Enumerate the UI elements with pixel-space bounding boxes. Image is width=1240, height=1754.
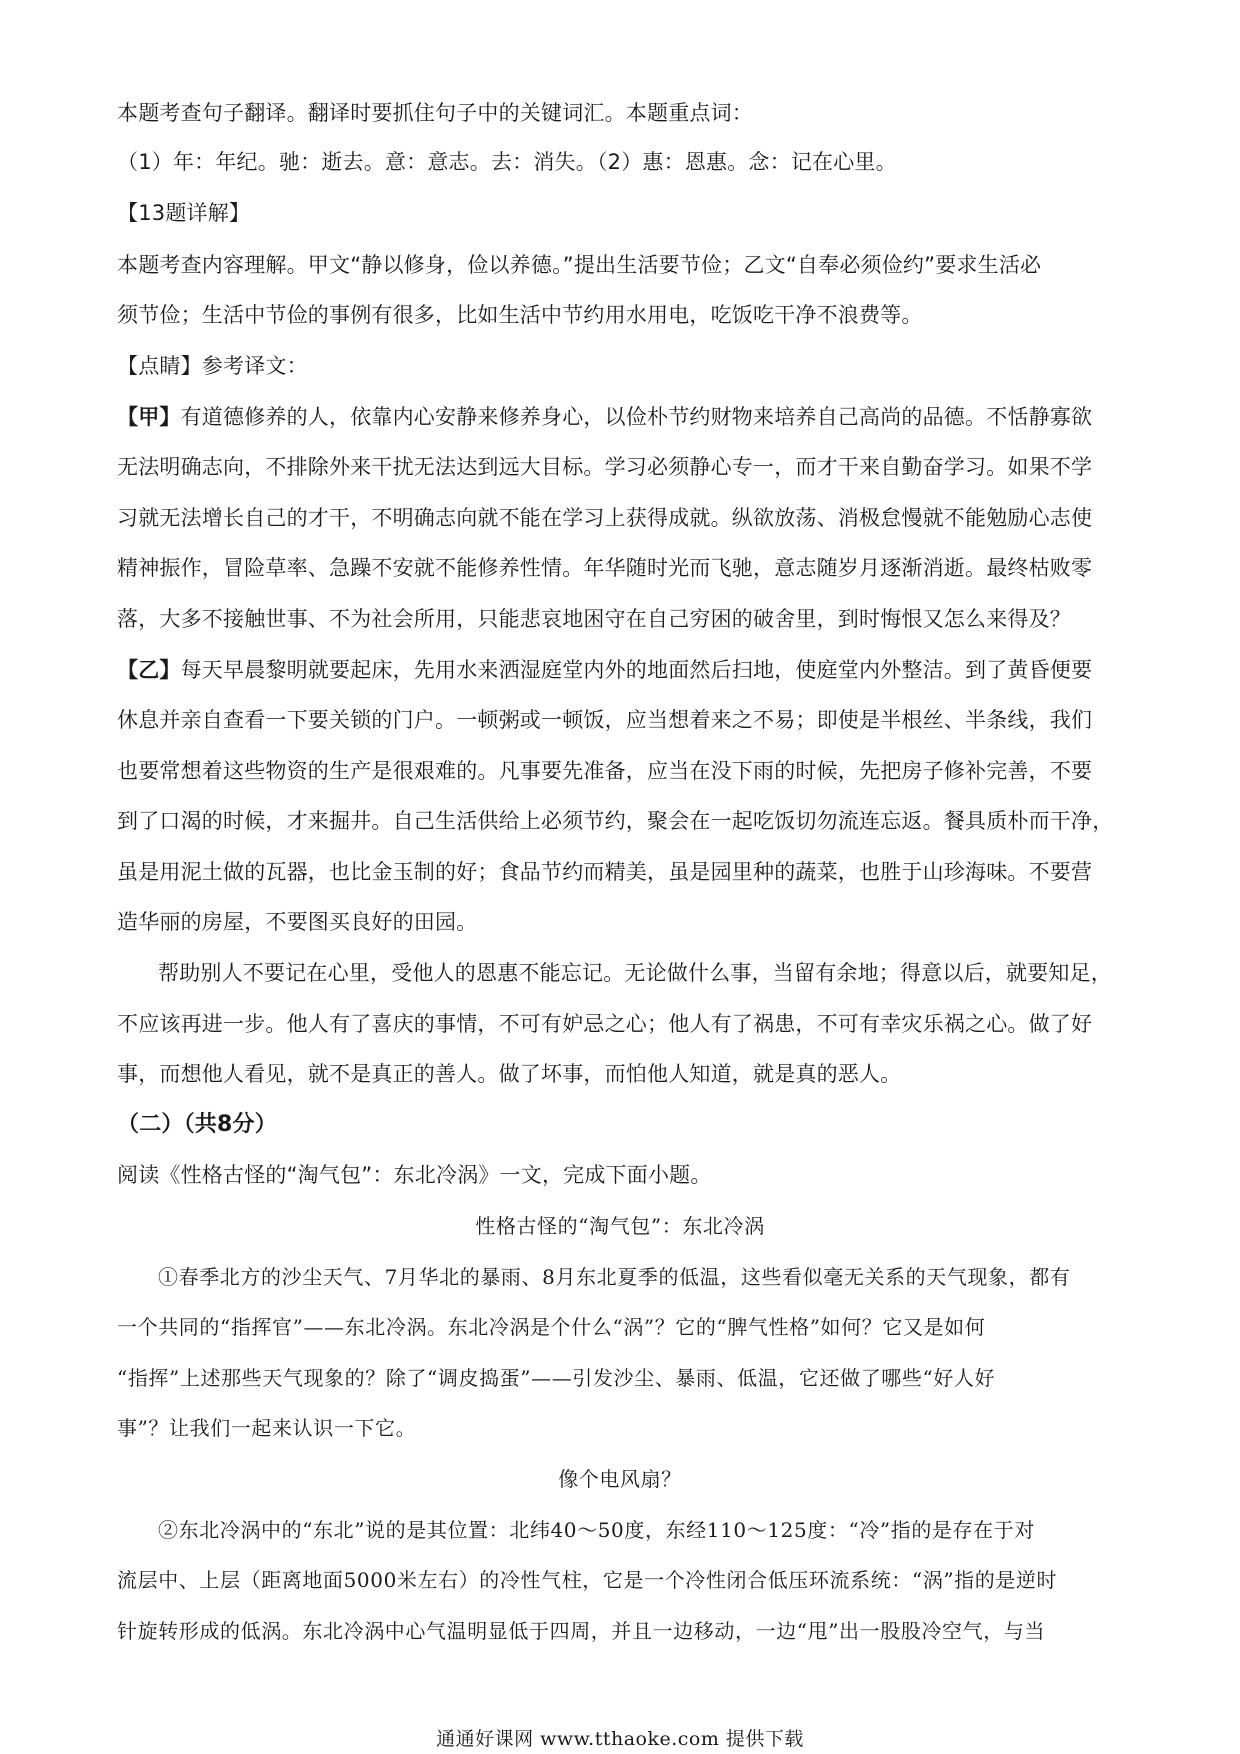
yi-label: 【乙】	[117, 658, 181, 682]
translation-yi-line: 到了口渴的时候，才来掘井。自己生活供给上必须节约，聚会在一起吃饭切勿流连忘返。餐具质朴而干净，	[117, 809, 1114, 833]
article-para-line: 事”？让我们一起来认识一下它。	[117, 1416, 417, 1440]
article-para-line: 针旋转形成的低涡。东北冷涡中心气温明显低于四周，并且一边移动，一边“甩”出一股股冷空气，与当	[117, 1619, 1046, 1643]
article-para-line: 一个共同的“指挥官”——东北冷涡。东北冷涡是个什么“涡”？它的“脾气性格”如何？它又是如何	[117, 1315, 986, 1339]
translation-jia-line: 落，大多不接触世事、不为社会所用，只能悲哀地困守在自己穷困的破舍里，到时悔恨又怎么来得及？	[117, 607, 1071, 631]
page-footer: 通通好课网 www.tthaoke.com 提供下载	[436, 1728, 804, 1750]
translation-yi-line: 【乙】每天早晨黎明就要起床，先用水来洒湿庭堂内外的地面然后扫地，使庭堂内外整洁。到了黄昏便要	[117, 658, 1093, 682]
article-para-line: 流层中、上层（距离地面5000米左右）的冷性气柱，它是一个冷性闭合低压环流系统：“涡”指的是逆时	[117, 1568, 1058, 1592]
translation-para-line: 不应该再进一步。他人有了喜庆的事情，不可有妒忌之心；他人有了祸患，不可有幸灾乐祸之心。做了好	[117, 1012, 1093, 1036]
translation-para-line: 事，而想他人看见，就不是真正的善人。做了坏事，而怕他人知道，就是真的恶人。	[117, 1062, 902, 1086]
translation-jia-line: 无法明确志向，不排除外来干扰无法达到远大目标。学习必须静心专一，而才干来自勤奋学习。如果不学	[117, 455, 1093, 479]
article-para-line: ①春季北方的沙尘天气、7月华北的暴雨、8月东北夏季的低温，这些看似毫无关系的天气现象，都有	[158, 1265, 1071, 1289]
dianjing-header: 【点睛】参考译文：	[117, 354, 308, 378]
translation-yi-line: 造华丽的房屋，不要图买良好的田园。	[117, 910, 478, 934]
explanation-line: 本题考查句子翻译。翻译时要抓住句子中的关键词汇。本题重点词：	[117, 101, 753, 125]
translation-jia-line: 【甲】有道德修养的人，依靠内心安静来修养身心，以俭朴节约财物来培养自己高尚的品德。不恬静寡欲	[117, 405, 1093, 429]
translation-para-line: 帮助别人不要记在心里，受他人的恩惠不能忘记。无论做什么事，当留有余地；得意以后，就要知足，	[158, 961, 1112, 985]
article-subheading: 像个电风扇？	[558, 1467, 682, 1491]
jia-label: 【甲】	[117, 405, 181, 429]
translation-yi-line: 休息并亲自查看一下要关锁的门户。一顿粥或一顿饭，应当想着来之不易；即使是半根丝、半条线，我们	[117, 708, 1093, 732]
translation-jia-line: 习就无法增长自己的才干，不明确志向就不能在学习上获得成就。纵欲放荡、消极怠慢就不能勉励心志使	[117, 506, 1093, 530]
q13-header: 【13题详解】	[117, 201, 251, 225]
article-para-line: ②东北冷涡中的“东北”说的是其位置：北纬40～50度，东经110～125度：“冷”指的是存在于对	[158, 1518, 1035, 1542]
q13-line: 须节俭；生活中节俭的事例有很多，比如生活中节约用水用电，吃饭吃干净不浪费等。	[117, 303, 923, 327]
q13-line: 本题考查内容理解。甲文“静以修身，俭以养德。”提出生活要节俭；乙文“自奉必须俭约”要求生活必	[117, 253, 1042, 277]
reading-instruction: 阅读《性格古怪的“淘气包”：东北冷涡》一文，完成下面小题。	[117, 1163, 712, 1187]
article-para-line: “指挥”上述那些天气现象的？除了“调皮捣蛋”——引发沙尘、暴雨、低温，它还做了哪些“好人好	[117, 1366, 996, 1390]
article-title: 性格古怪的“淘气包”：东北冷涡	[475, 1214, 765, 1238]
translation-jia-line: 精神振作，冒险草率、急躁不安就不能修养性情。年华随时光而飞驰，意志随岁月逐渐消逝。最终枯败零	[117, 556, 1093, 580]
section-heading: （二）（共8分）	[117, 1112, 277, 1137]
translation-yi-line: 虽是用泥土做的瓦器，也比金玉制的好；食品节约而精美，虽是园里种的蔬菜，也胜于山珍海味。不要营	[117, 860, 1093, 884]
explanation-line: （1）年：年纪。驰：逝去。意：意志。去：消失。（2）惠：恩惠。念：记在心里。	[117, 150, 897, 174]
translation-yi-line: 也要常想着这些物资的生产是很艰难的。凡事要先准备，应当在没下雨的时候，先把房子修补完善，不要	[117, 759, 1093, 783]
